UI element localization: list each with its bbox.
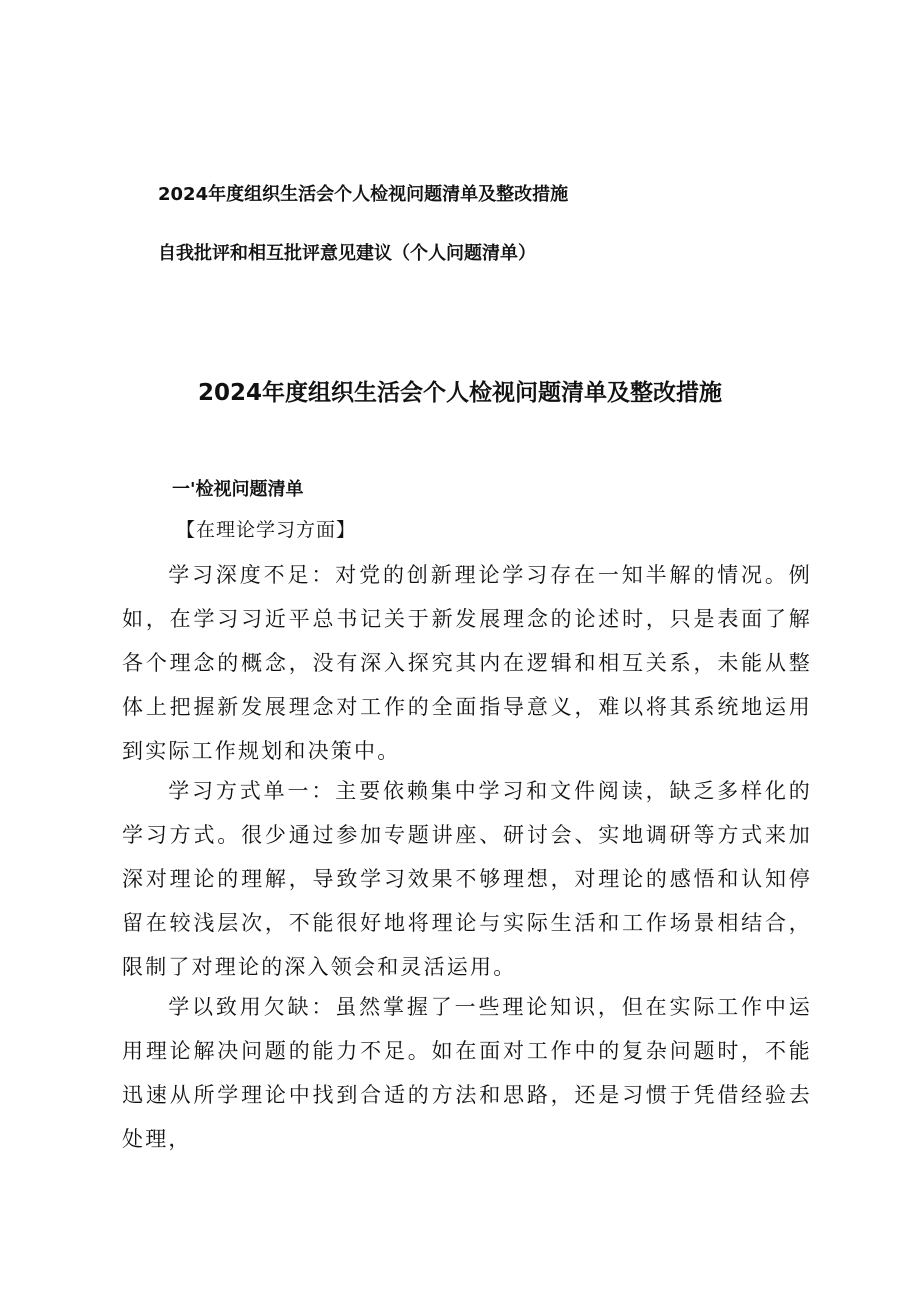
toc-line-criticism: 自我批评和相互批评意见建议（个人问题清单） bbox=[158, 243, 536, 264]
toc-line-title: 2024年度组织生活会个人检视问题清单及整改措施 bbox=[158, 184, 569, 205]
paragraph-study-method: 学习方式单一：主要依赖集中学习和文件阅读，缺乏多样化的学习方式。很少通过参加专题讲座、研讨会、实地调研等方式来加深对理论的理解，导致学习效果不够理想，对理论的感悟和认知停留在较浅层次，不能很好地将理论与实际生活和工作场景相结合，限制了对理论的深入领会和灵活运用。 bbox=[122, 779, 812, 979]
section-heading: 一'检视问题清单 bbox=[172, 479, 304, 500]
paragraph-study-depth: 学习深度不足：对党的创新理论学习存在一知半解的情况。例如，在学习习近平总书记关于新发展理念的论述时，只是表面了解各个理念的概念，没有深入探究其内在逻辑和相互关系，未能从整体上把握新发展理念对工作的全面指导意义，难以将其系统地运用到实际工作规划和决策中。 bbox=[122, 563, 812, 763]
document-title: 2024年度组织生活会个人检视问题清单及整改措施 bbox=[197, 380, 722, 406]
paragraph-application: 学以致用欠缺：虽然掌握了一些理论知识，但在实际工作中运用理论解决问题的能力不足。如在面对工作中的复杂问题时，不能迅速从所学理论中找到合适的方法和思路，还是习惯于凭借经验去处理， bbox=[122, 995, 812, 1151]
subsection-heading: 【在理论学习方面】 bbox=[176, 519, 357, 541]
